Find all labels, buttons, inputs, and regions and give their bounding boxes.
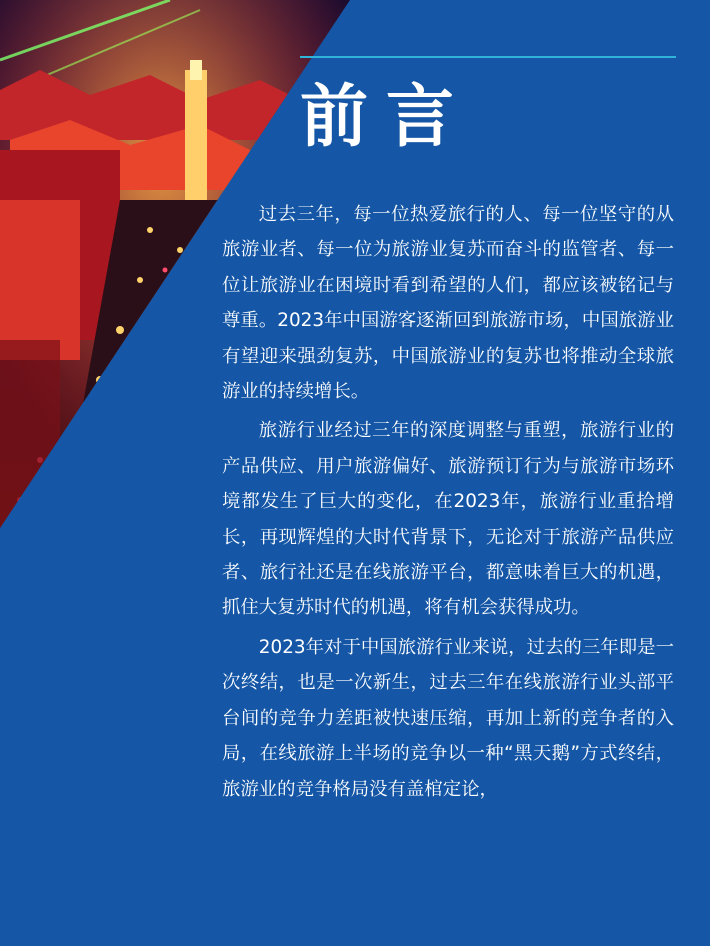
preface-body bbox=[222, 197, 674, 811]
paragraph-3: 2023年对于中国旅游行业来说，过去的三年即是一次终结，也是一次新生，过去三年在线旅游行业头部平台间的竞争力差距被快速压缩，再加上新的竞争者的入局，在线旅游上半场的竞争以一种“黑天鹅”方式终结，旅游业的竞争格局没有盖棺定论， bbox=[222, 636, 674, 800]
page-title: 前言 bbox=[300, 78, 473, 157]
paragraph-2: 旅游行业经过三年的深度调整与重塑，旅游行业的产品供应、用户旅游偏好、旅游预订行为与旅游市场环境都发生了巨大的变化，在2023年，旅游行业重拾增长，再现辉煌的大时代背景下，无论对于旅游产品供应者、旅行社还是在线旅游平台，都意味着巨大的机遇，抓住大复苏时代的机遇，将有机会获得成功。 bbox=[222, 420, 674, 619]
paragraph-1: 过去三年，每一位热爱旅行的人、每一位坚守的从旅游业者、每一位为旅游业复苏而奋斗的监管者、每一位让旅游业在困境时看到希望的人们，都应该被铭记与尊重。2023年中国游客逐渐回到旅游市场，中国旅游业有望迎来强劲复苏，中国旅游业的复苏也将推动全球旅游业的持续增长。 bbox=[222, 204, 674, 403]
title-accent-line bbox=[300, 56, 676, 58]
